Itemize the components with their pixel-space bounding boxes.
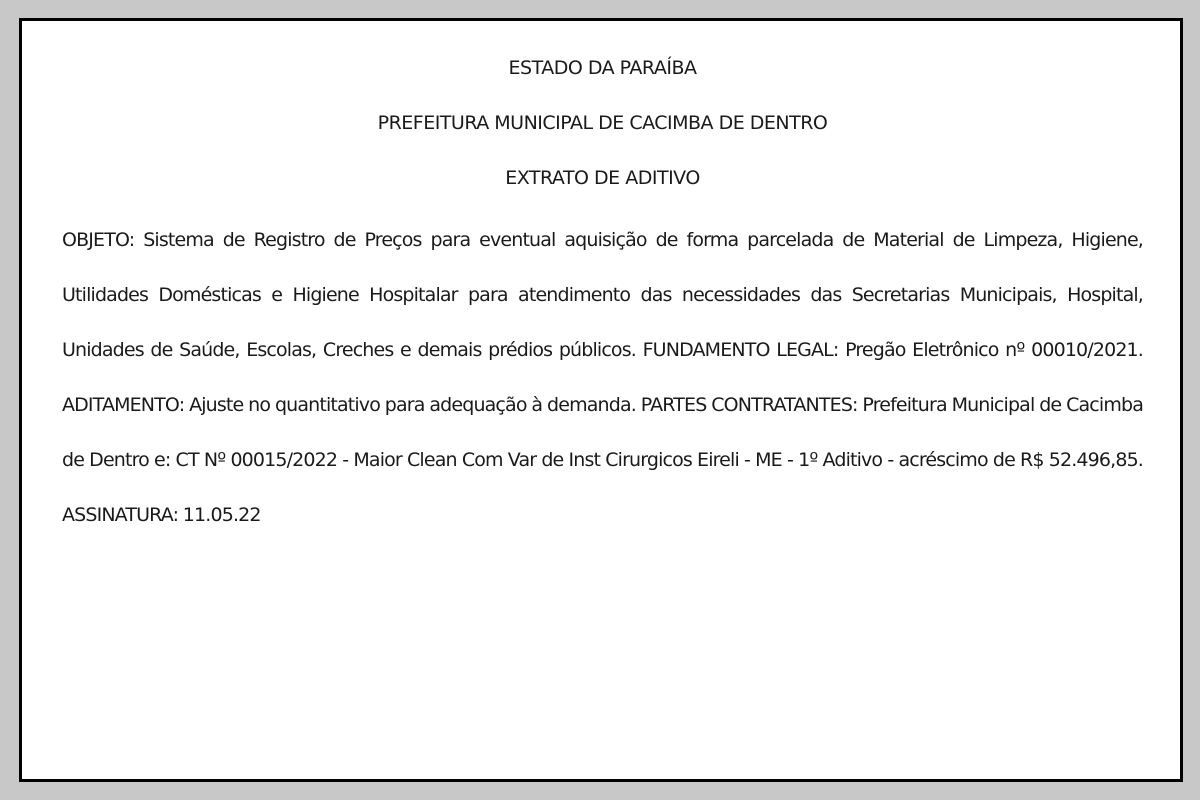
municipality-heading: PREFEITURA MUNICIPAL DE CACIMBA DE DENTRO <box>377 112 828 134</box>
state-heading: ESTADO DA PARAÍBA <box>508 57 697 79</box>
document-frame <box>19 18 1183 782</box>
document-body: OBJETO: Sistema de Registro de Preços para eventual aquisição de forma parcelada de Material de Limpeza, Higiene, Utilidades Domésticas e Higiene Hospitalar para atendimento das necessidades das Secretarias Municipais, Hospital, Unidades de Saúde, Escolas, Creches e demais prédios públicos. FUNDAMENTO LEGAL: Pregão Eletrônico nº 00010/2021. ADITAMENTO: Ajuste no quantitativo para adequação à demanda. PARTES CONTRATANTES: Prefeitura Municipal de Cacimba de Dentro e: CT Nº 00015/2022 - Maior Clean Com Var de Inst Cirurgicos Eireli - ME - 1º Aditivo - acréscimo de R$ 52.496,85. ASSINATURA: 11.05.22 <box>62 229 1143 526</box>
document-title: EXTRATO DE ADITIVO <box>505 167 700 189</box>
document-content <box>62 53 1143 543</box>
